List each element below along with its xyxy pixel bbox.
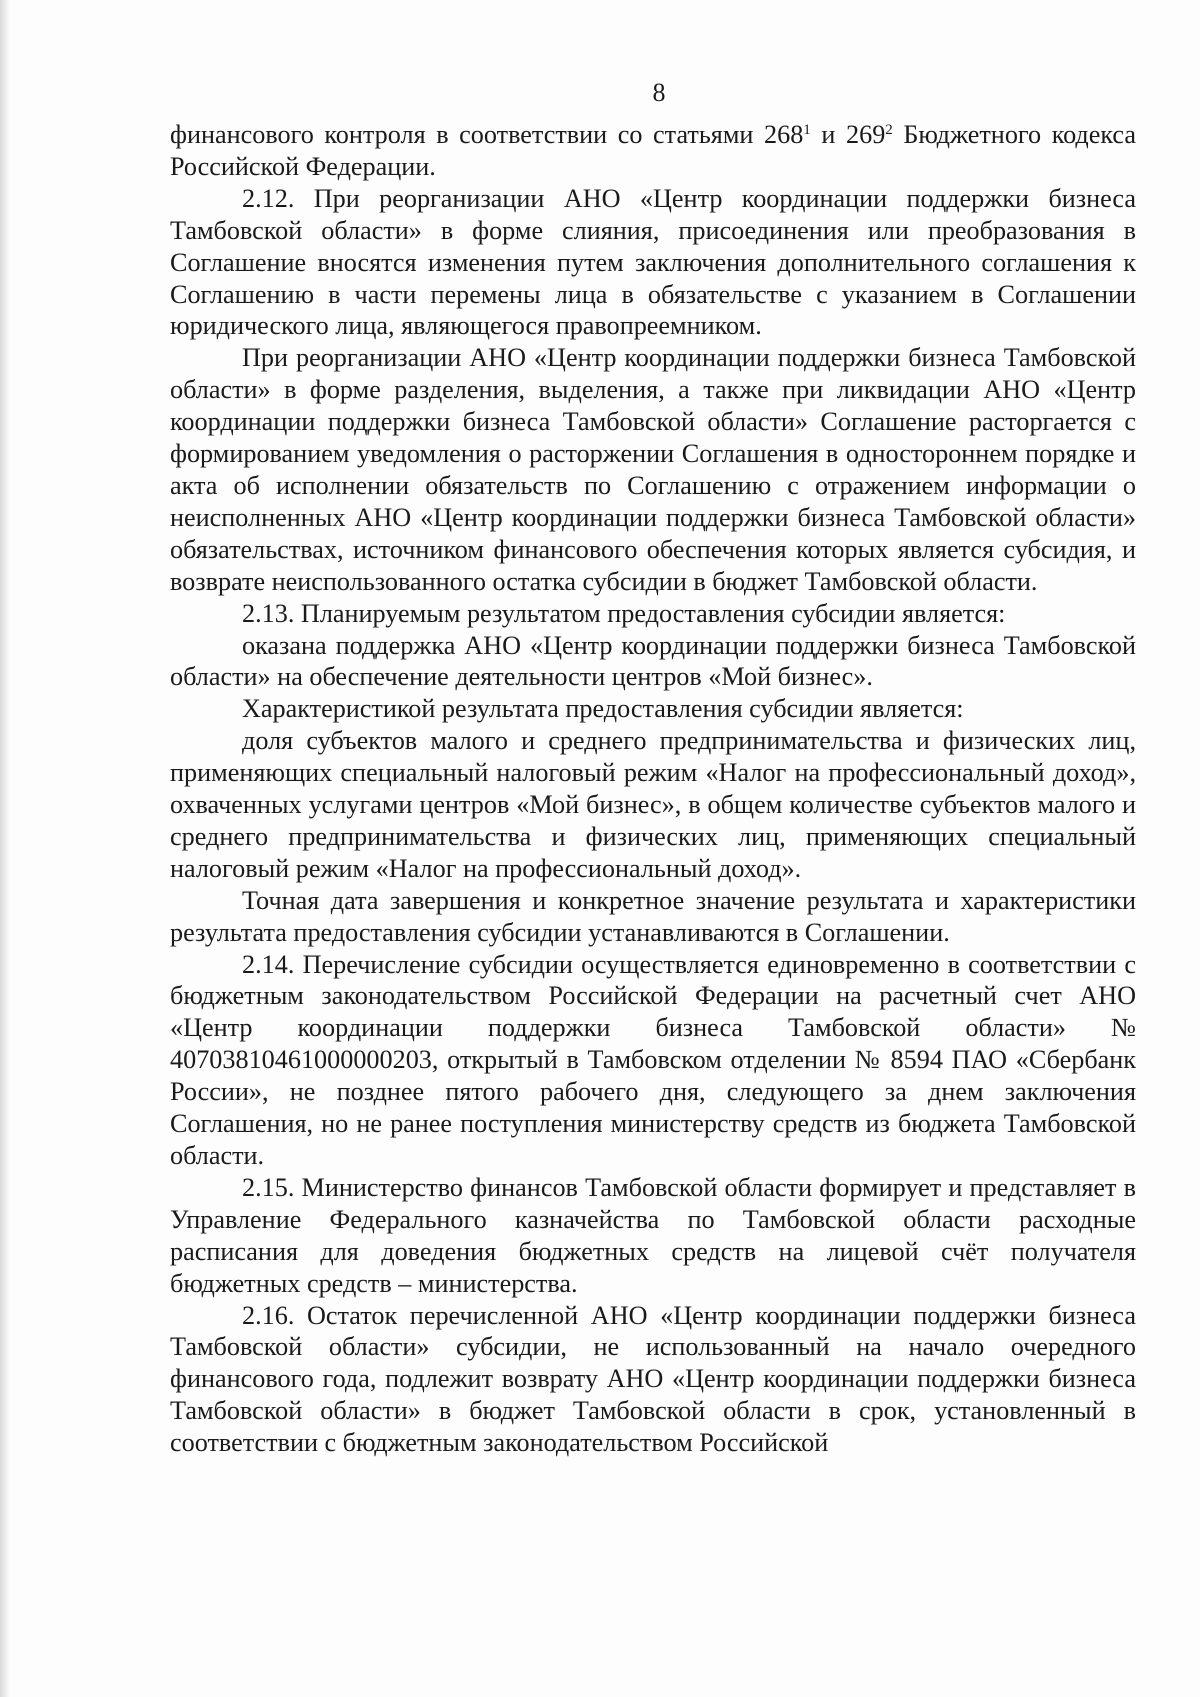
paragraph-continuation: [170, 119, 1136, 183]
document-body: [170, 119, 1136, 1459]
paragraph-2-13-share: доля субъектов малого и среднего предпринимательства и физических лиц, применяющих специальный налоговый режим «Налог на профессиональный доход», охваченных услугами центров «Мой бизнес», в общем количестве субъектов малого и среднего предпринимательства и физических лиц, применяющих специальный налоговый режим «Налог на профессиональный доход».: [170, 726, 1136, 883]
paragraph-2-13-date: Точная дата завершения и конкретное значение результата и характеристики результата предоставления субсидии устанавливаются в Соглашении.: [170, 885, 1136, 947]
paragraph-2-13: 2.13. Планируемым результатом предоставления субсидии является:: [242, 598, 1006, 628]
paragraph-2-15: 2.15. Министерство финансов Тамбовской области формирует и представляет в Управление Федерального казначейства по Тамбовской области расходные расписания для доведения бюджетных средств на лицевой счёт получателя бюджетных средств – министерства.: [170, 1172, 1136, 1298]
superscript-1: 1: [803, 122, 811, 138]
continuation-text-2: и 269: [810, 120, 886, 149]
superscript-2: 2: [885, 122, 893, 138]
paragraph-2-13-result: оказана поддержка АНО «Центр координации поддержки бизнеса Тамбовской области» на обеспечение деятельности центров «Мой бизнес».: [170, 630, 1136, 692]
paragraph-2-12: 2.12. При реорганизации АНО «Центр координации поддержки бизнеса Тамбовской области» в форме слияния, присоединения или преобразования в Соглашение вносятся изменения путем заключения дополнительного соглашения к Соглашению в части перемены лица в обязательстве с указанием в Соглашении юридического лица, являющегося правопреемником.: [170, 183, 1136, 341]
paragraph-2-14: 2.14. Перечисление субсидии осуществляется единовременно в соответствии с бюджетным законодательством Российской Федерации на расчетный счет АНО «Центр координации поддержки бизнеса Тамбовской области» № 40703810461000000203, открытый в Тамбовском отделении № 8594 ПАО «Сбербанк России», не позднее пятого рабочего дня, следующего за днем заключения Соглашения, но не ранее поступления министерству средств из бюджета Тамбовской области.: [170, 949, 1136, 1170]
scan-edge-shadow: [0, 0, 10, 1697]
paragraph-2-12-liquidation: При реорганизации АНО «Центр координации поддержки бизнеса Тамбовской области» в форме разделения, выделения, а также при ликвидации АНО «Центр координации поддержки бизнеса Тамбовской области» Соглашение расторгается с формированием уведомления о расторжении Соглашения в одностороннем порядке и акта об исполнении обязательств по Соглашению с отражением информации о неисполненных АНО «Центр координации поддержки бизнеса Тамбовской области» обязательствах, источником финансового обеспечения которых является субсидия, и возврате неиспользованного остатка субсидии в бюджет Тамбовской области.: [170, 343, 1136, 596]
page-number: 8: [652, 78, 666, 107]
continuation-text-1: финансового контроля в соответствии со статьями 268: [170, 120, 804, 149]
continuation-text-3: Бюджетного кодекса Российской Федерации.: [170, 120, 1137, 181]
paragraph-2-16: 2.16. Остаток перечисленной АНО «Центр координации поддержки бизнеса Тамбовской области» субсидии, не использованный на начало очередного финансового года, подлежит возврату АНО «Центр координации поддержки бизнеса Тамбовской области» в бюджет Тамбовской области в срок, установленный в соответствии с бюджетным законодательством Российской: [170, 1300, 1136, 1458]
paragraph-2-13-characteristic: Характеристикой результата предоставления субсидии является:: [242, 694, 964, 724]
